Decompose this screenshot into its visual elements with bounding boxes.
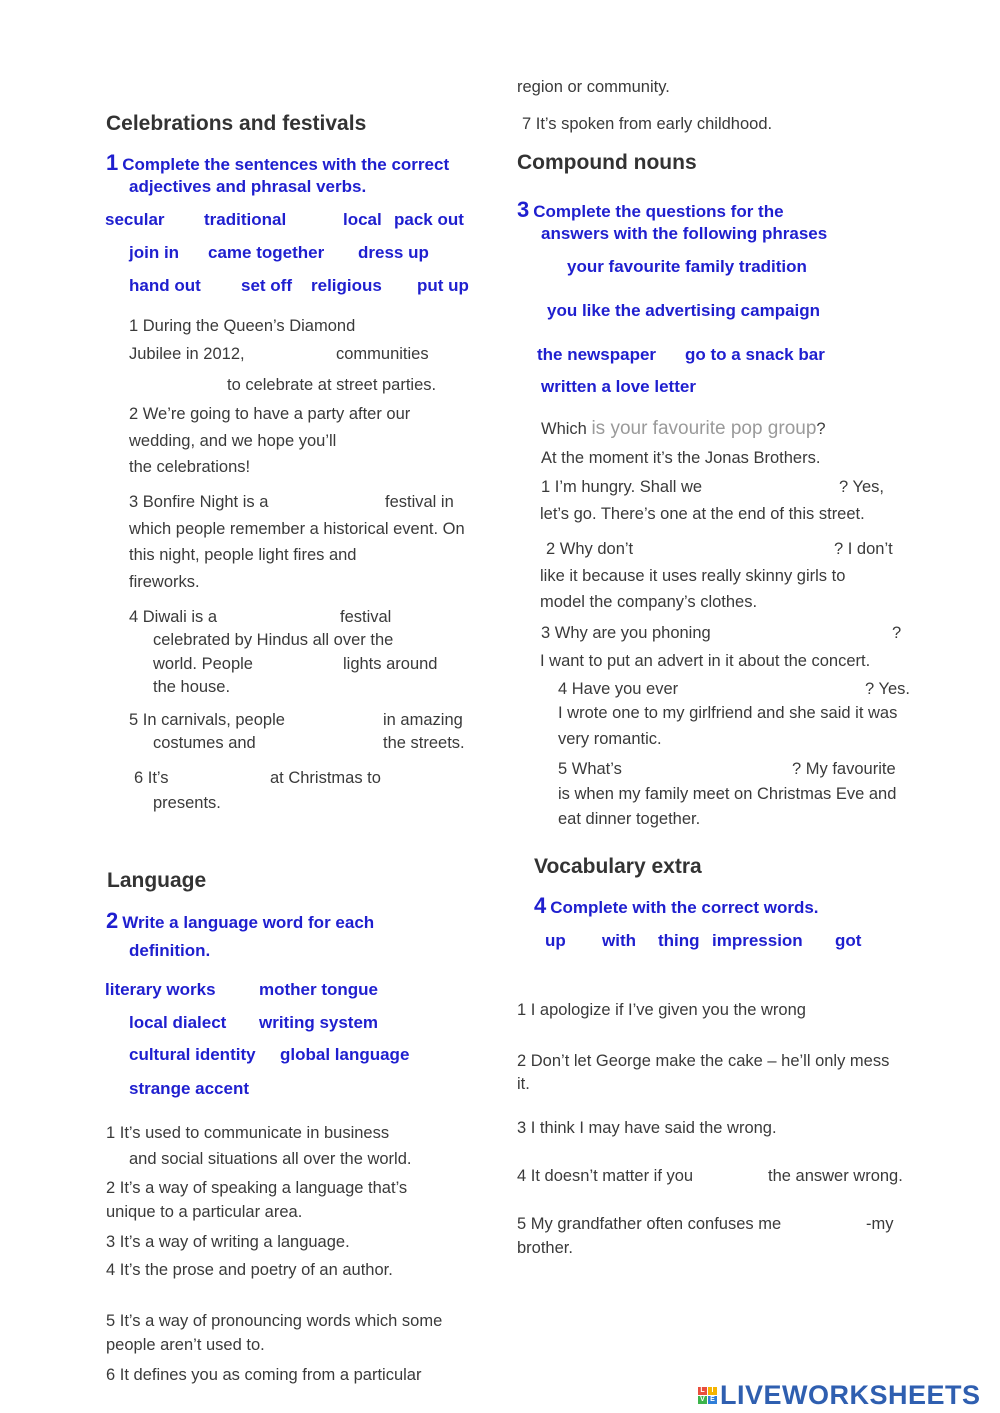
word-bank-item: global language	[280, 1045, 410, 1064]
sentence-text: festival	[340, 608, 392, 626]
logo-letter: L	[698, 1387, 707, 1395]
question-text: I want to put an advert in it about the concert.	[540, 652, 871, 670]
word-bank-item: join in	[129, 243, 180, 262]
exercise-1-instruction	[106, 150, 449, 176]
sentence-text: 2 We’re going to have a party after our	[129, 405, 411, 423]
word-bank-item: mother tongue	[259, 980, 378, 999]
question-text: I wrote one to my girlfriend and she said it was	[558, 704, 898, 722]
word-bank-item: thing	[658, 931, 700, 950]
question-text: 1 I’m hungry. Shall we	[541, 478, 703, 496]
vocab-sentence: brother.	[517, 1239, 573, 1257]
vocab-sentence: 1 I apologize if I’ve given you the wrong	[517, 1001, 806, 1019]
question-text: ? I don’t	[834, 540, 893, 558]
sentence-text: wedding, and we hope you’ll	[129, 432, 337, 450]
word-bank-item: secular	[105, 210, 165, 229]
exercise-number: 4	[534, 893, 547, 918]
example-prefix: Which	[541, 420, 592, 438]
word-bank-item: cultural identity	[129, 1045, 256, 1064]
word-bank-item: pack out	[394, 210, 464, 229]
definition-text: people aren’t used to.	[106, 1336, 265, 1354]
exercise-3-instruction	[517, 197, 784, 223]
vocab-sentence: -my	[866, 1215, 894, 1233]
instruction-text: Complete the questions for the	[533, 202, 784, 221]
question-text: 2 Why don’t	[546, 540, 634, 558]
sentence-text: the celebrations!	[129, 458, 251, 476]
definition-text: 4 It’s the prose and poetry of an author.	[106, 1261, 393, 1279]
question-text: eat dinner together.	[558, 810, 701, 828]
word-bank-item: came together	[208, 243, 325, 262]
word-bank-item: got	[835, 931, 862, 950]
sentence-text: to celebrate at street parties.	[227, 376, 437, 394]
exercise-2-instruction	[106, 908, 374, 934]
vocab-sentence: 5 My grandfather often confuses me	[517, 1215, 782, 1233]
word-bank-item: writing system	[259, 1013, 379, 1032]
vocab-sentence: 3 I think I may have said the wrong.	[517, 1119, 777, 1137]
instruction-text: Complete the sentences with the correct	[122, 155, 450, 174]
section-title-compound-nouns: Compound nouns	[517, 151, 697, 174]
sentence-text: 5 In carnivals, people	[129, 711, 285, 729]
sentence-text: at Christmas to	[270, 769, 381, 787]
word-bank-item: with	[602, 931, 636, 950]
sentence-text: costumes and	[153, 734, 256, 752]
sentence-text: presents.	[153, 794, 221, 812]
word-bank-item: local	[343, 210, 382, 229]
exercise-number: 1	[106, 150, 119, 175]
question-text: ? Yes,	[839, 478, 884, 496]
logo-letter: V	[698, 1396, 707, 1404]
word-bank-item: up	[545, 931, 566, 950]
instruction-text: Write a language word for each	[122, 913, 375, 932]
sentence-text: lights around	[343, 655, 438, 673]
sentence-text: this night, people light fires and	[129, 546, 357, 564]
phrase-bank-item: the newspaper	[537, 345, 657, 364]
liveworksheets-logo[interactable]	[698, 1377, 981, 1413]
question-text: 5 What’s	[558, 760, 622, 778]
definition-text: 1 It’s used to communicate in business	[106, 1124, 390, 1142]
exercise-2-instruction-line2: definition.	[129, 941, 211, 960]
section-title-vocabulary-extra: Vocabulary extra	[534, 855, 702, 878]
question-text: very romantic.	[558, 730, 662, 748]
sentence-text: festival in	[385, 493, 454, 511]
logo-letter: I	[708, 1387, 717, 1395]
word-bank-item: local dialect	[129, 1013, 227, 1032]
exercise-1-instruction-line2: adjectives and phrasal verbs.	[129, 177, 367, 196]
sentence-text: world. People	[153, 655, 253, 673]
word-bank-item: set off	[241, 276, 292, 295]
logo-text: LIVEWORKSHEETS	[720, 1379, 981, 1410]
question-mark: ?	[816, 420, 826, 438]
definition-text: unique to a particular area.	[106, 1203, 303, 1221]
question-text: ? My favourite	[792, 760, 896, 778]
definition-text: 2 It’s a way of speaking a language that’s	[106, 1179, 408, 1197]
word-bank-item: traditional	[204, 210, 287, 229]
sentence-text: 4 Diwali is a	[129, 608, 218, 626]
example-answer: At the moment it’s the Jonas Brothers.	[541, 449, 821, 467]
phrase-bank-item: your favourite family tradition	[567, 257, 807, 276]
sentence-text: celebrated by Hindus all over the	[153, 631, 394, 649]
sentence-text: communities	[336, 345, 429, 363]
definition-text: region or community.	[517, 78, 670, 96]
word-bank-item: strange accent	[129, 1079, 249, 1098]
sentence-text: Jubilee in 2012,	[129, 345, 245, 363]
phrase-bank-item: go to a snack bar	[685, 345, 825, 364]
word-bank-item: put up	[417, 276, 469, 295]
instruction-text: Complete with the correct words.	[550, 898, 819, 917]
word-bank-item: literary works	[105, 980, 216, 999]
question-text: let’s go. There’s one at the end of this street.	[540, 505, 865, 523]
definition-text: 6 It defines you as coming from a particular	[106, 1366, 422, 1384]
question-text: 4 Have you ever	[558, 680, 679, 698]
question-text: ? Yes.	[865, 680, 910, 698]
sentence-text: 1 During the Queen’s Diamond	[129, 317, 356, 335]
sentence-text: fireworks.	[129, 573, 200, 591]
example-question	[541, 419, 826, 439]
question-text: ?	[892, 624, 902, 642]
vocab-sentence: it.	[517, 1075, 530, 1093]
exercise-number: 3	[517, 197, 530, 222]
sentence-text: the house.	[153, 678, 231, 696]
question-text: model the company’s clothes.	[540, 593, 758, 611]
word-bank-item: religious	[311, 276, 382, 295]
sentence-text: in amazing	[383, 711, 463, 729]
vocab-sentence: 2 Don’t let George make the cake – he’ll only mess	[517, 1052, 890, 1070]
logo-letter: E	[708, 1396, 717, 1404]
definition-text: 7 It’s spoken from early childhood.	[522, 115, 773, 133]
question-text: 3 Why are you phoning	[541, 624, 711, 642]
definition-text: 5 It’s a way of pronouncing words which some	[106, 1312, 443, 1330]
logo-mark-icon	[698, 1387, 717, 1404]
question-text: like it because it uses really skinny girls to	[540, 567, 846, 585]
exercise-3-instruction-line2: answers with the following phrases	[541, 224, 828, 243]
vocab-sentence: the answer wrong.	[768, 1167, 903, 1185]
word-bank-item: hand out	[129, 276, 201, 295]
sentence-text: which people remember a historical event. On	[129, 520, 465, 538]
sentence-text: 3 Bonfire Night is a	[129, 493, 269, 511]
section-title-celebrations: Celebrations and festivals	[106, 112, 367, 135]
exercise-number: 2	[106, 908, 119, 933]
question-text: is when my family meet on Christmas Eve and	[558, 785, 897, 803]
sentence-text: the streets.	[383, 734, 465, 752]
word-bank-item: dress up	[358, 243, 429, 262]
sentence-text: 6 It’s	[134, 769, 169, 787]
section-title-language: Language	[107, 869, 207, 892]
word-bank-item: impression	[712, 931, 803, 950]
exercise-4-instruction	[534, 893, 819, 919]
phrase-bank-item: you like the advertising campaign	[547, 301, 821, 320]
definition-text: and social situations all over the world.	[129, 1150, 412, 1168]
phrase-bank-item: written a love letter	[541, 377, 696, 396]
example-answer-filled: is your favourite pop group	[591, 418, 817, 439]
vocab-sentence: 4 It doesn’t matter if you	[517, 1167, 694, 1185]
definition-text: 3 It’s a way of writing a language.	[106, 1233, 350, 1251]
